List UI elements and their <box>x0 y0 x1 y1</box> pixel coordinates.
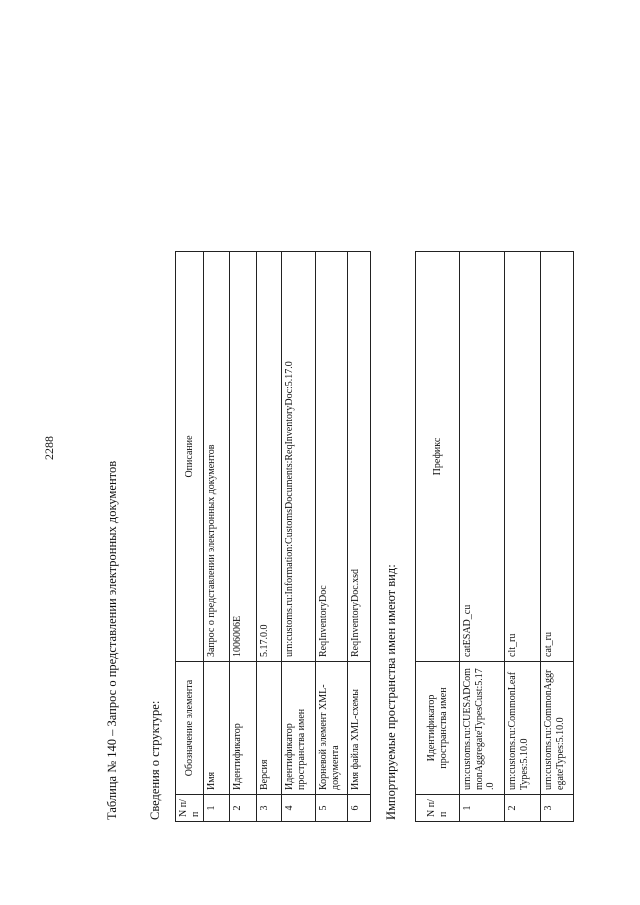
row-namespace: urn:customs.ru:CommonLeafTypes:5.10.0 <box>505 662 541 795</box>
namespaces-table-header-row <box>416 252 460 822</box>
table-row <box>230 252 257 822</box>
row-description: 1006006E <box>230 252 257 662</box>
table-row <box>204 252 230 822</box>
row-element: Имя файла XML-схемы <box>348 662 371 795</box>
row-num: 3 <box>541 795 574 822</box>
row-prefix: catESAD_cu <box>460 252 505 662</box>
namespaces-table <box>415 251 574 822</box>
row-element: Идентификатор пространства имен <box>282 662 316 795</box>
row-num: 3 <box>257 795 282 822</box>
row-element: Имя <box>204 662 230 795</box>
table-row <box>541 252 574 822</box>
header-element: Обозначение элемента <box>176 662 204 795</box>
row-num: 2 <box>230 795 257 822</box>
table-row <box>460 252 505 822</box>
namespaces-heading: Импортируемые пространства имен имеют вид: <box>384 564 398 820</box>
row-element: Идентификатор <box>230 662 257 795</box>
table-row <box>257 252 282 822</box>
row-num: 6 <box>348 795 371 822</box>
row-num: 4 <box>282 795 316 822</box>
header-num: N п/п <box>416 795 460 822</box>
row-description: ReqInventoryDoc <box>316 252 348 662</box>
table-row <box>348 252 371 822</box>
row-description: 5.17.0.0 <box>257 252 282 662</box>
row-description: urn:customs.ru:Information:CustomsDocuments:ReqInventoryDoc:5.17.0 <box>282 252 316 662</box>
header-prefix: Префикс <box>416 252 460 662</box>
row-prefix: clt_ru <box>505 252 541 662</box>
header-namespace: Идентификатор пространства имен <box>416 662 460 795</box>
structure-heading: Сведения о структуре: <box>148 700 162 820</box>
row-num: 5 <box>316 795 348 822</box>
row-num: 2 <box>505 795 541 822</box>
header-num: N п/п <box>176 795 204 822</box>
row-num: 1 <box>460 795 505 822</box>
table-row <box>505 252 541 822</box>
structure-table-header-row <box>176 252 204 822</box>
row-num: 1 <box>204 795 230 822</box>
header-description: Описание <box>176 252 204 662</box>
table-title: Таблица № 140 – Запрос о представлении электронных документов <box>105 460 119 820</box>
row-description: ReqInventoryDoc.xsd <box>348 252 371 662</box>
row-namespace: urn:customs.ru:CUESADCommonAggregateTypesCust:5.17.0 <box>460 662 505 795</box>
row-element: Корневой элемент XML-документа <box>316 662 348 795</box>
table-row <box>282 252 316 822</box>
table-row <box>316 252 348 822</box>
row-element: Версия <box>257 662 282 795</box>
page-number: 2288 <box>42 436 56 460</box>
structure-table <box>175 251 371 822</box>
row-prefix: cat_ru <box>541 252 574 662</box>
row-namespace: urn:customs.ru:CommonAggregateTypes:5.10.0 <box>541 662 574 795</box>
row-description: Запрос о представлении электронных документов <box>204 252 230 662</box>
